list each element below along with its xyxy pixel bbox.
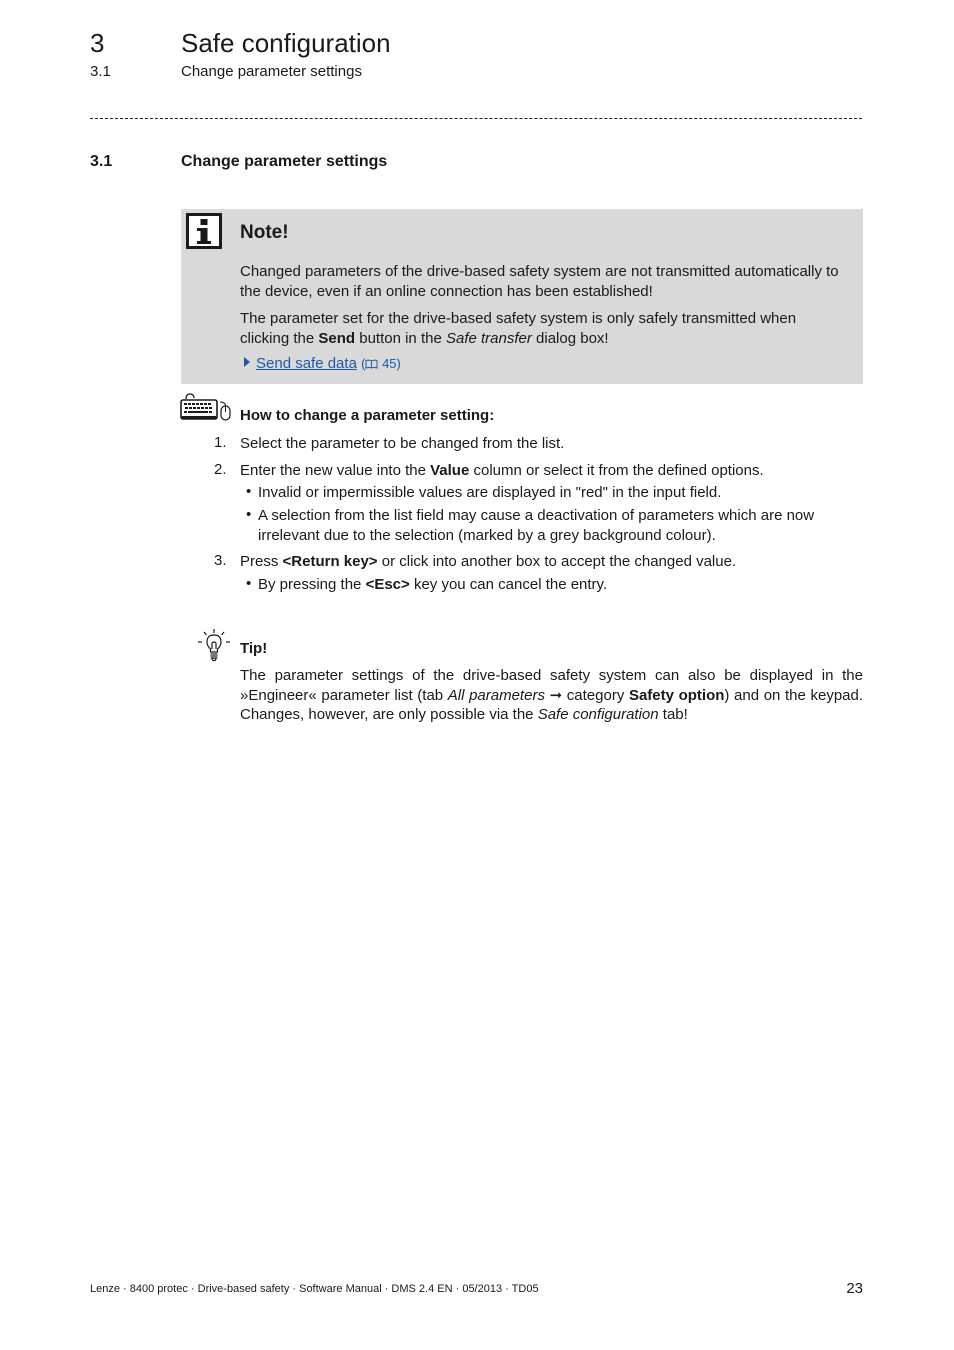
step-number: 1. xyxy=(214,434,227,451)
link-arrow-icon xyxy=(244,357,250,367)
lightbulb-icon xyxy=(196,628,232,662)
tip-title: Tip! xyxy=(240,640,268,657)
note-paragraph: The parameter set for the drive-based safety system is only safely transmitted when clicking the Send button in the Safe transfer dialog box! xyxy=(240,310,797,347)
tip-text: The parameter settings of the drive-based safety system can also be displayed in the »Engineer« parameter list (tab All parameters ➞ category Safety option) and on the keypad. Changes, however, are only possible via the Safe configuration tab! xyxy=(240,667,864,723)
cross-reference xyxy=(244,355,401,372)
bullet: • xyxy=(246,483,252,500)
book-icon xyxy=(365,359,378,369)
bullet-text: Invalid or impermissible values are displayed in "red" in the input field. xyxy=(258,484,722,501)
step-text: Select the parameter to be changed from the list. xyxy=(240,435,565,452)
subsection-title: Change parameter settings xyxy=(181,63,362,80)
keyboard-mouse-icon xyxy=(180,392,234,424)
subsection-number: 3.1 xyxy=(90,63,111,80)
step-number: 2. xyxy=(214,461,227,478)
page-number: 23 xyxy=(846,1280,863,1297)
info-icon xyxy=(186,213,222,249)
page-reference[interactable]: ( 45) xyxy=(361,356,401,371)
header-divider xyxy=(90,118,862,119)
section-title: Change parameter settings xyxy=(181,153,388,170)
step-number: 3. xyxy=(214,552,227,569)
footer-text: Lenze · 8400 protec · Drive-based safety · Software Manual · DMS 2.4 EN · 05/2013 · TD05 xyxy=(90,1283,539,1295)
step-text: Press <Return key> or click into another box to accept the changed value. xyxy=(240,553,737,570)
bullet: • xyxy=(246,506,252,523)
bullet-text: By pressing the <Esc> key you can cancel the entry. xyxy=(258,576,608,593)
chapter-number: 3 xyxy=(90,28,105,58)
bullet: • xyxy=(246,575,252,592)
chapter-title: Safe configuration xyxy=(181,28,391,58)
step-text: Enter the new value into the Value column or select it from the defined options. xyxy=(240,462,764,479)
send-safe-data-link[interactable]: Send safe data xyxy=(256,355,357,372)
bullet-text: A selection from the list field may cause a deactivation of parameters which are now irrelevant due to the selection (marked by a grey background colour). xyxy=(258,507,815,544)
note-title: Note! xyxy=(240,222,289,243)
note-paragraph: Changed parameters of the drive-based safety system are not transmitted automatically to the device, even if an online connection has been established! xyxy=(240,263,839,300)
howto-title: How to change a parameter setting: xyxy=(240,407,495,424)
section-number: 3.1 xyxy=(90,153,113,170)
